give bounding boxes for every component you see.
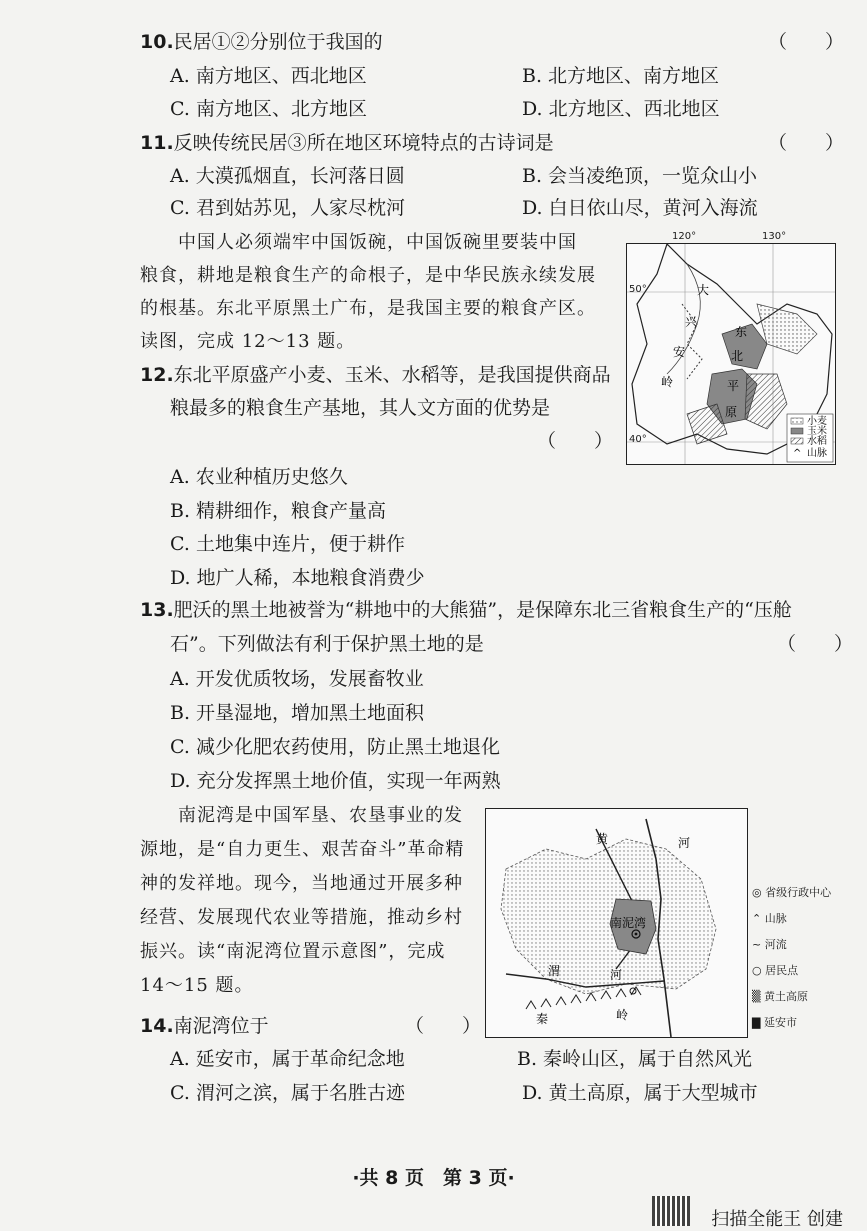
map-label: 渭 [548,964,561,978]
legend-label: 山脉 [807,448,827,459]
option-a: A. 农业种植历史悠久 [170,466,348,488]
lon-label: 130° [762,231,787,242]
map-label: 兴 [685,315,698,329]
nanniwan-map [485,808,748,1038]
option-a: A. 延安市，属于革命纪念地 [170,1048,405,1070]
passage-line: 振兴。读“南泥湾位置示意图”，完成 [140,941,446,962]
river-icon: ~ [752,938,762,951]
scanner-watermark: 扫描全能王 创建 [711,1209,843,1230]
map-label: 南泥湾 [610,916,647,930]
qr-code-icon [652,1196,690,1226]
option-a: A. 大漠孤烟直，长河落日圆 [170,165,405,187]
question-11-stem [140,131,554,155]
mountain-icon: ⌃ [752,912,762,925]
question-text: 东北平原盛产小麦、玉米、水稻等，是我国提供商品 [173,364,611,386]
northeast-map-svg [627,244,835,464]
map-label: 岭 [661,375,674,389]
question-14-stem [140,1014,269,1038]
yanan-swatch: ▇ [752,1016,761,1029]
question-number: 13. [140,599,174,621]
question-text: 肥沃的黑土地被誉为“耕地中的大熊猫”，是保障东北三省粮食生产的“压舱 [173,599,792,621]
passage-line: 中国人必须端牢中国饭碗，中国饭碗里要装中国 [178,232,577,253]
legend-row: ○ 居民点 [752,964,799,977]
question-text: 反映传统民居③所在地区环境特点的古诗词是 [173,132,554,154]
map-label: 秦 [536,1012,549,1026]
map-label: 岭 [616,1008,629,1022]
lon-label [763,244,787,245]
option-b: B. 会当凌绝顶，一览众山小 [522,165,758,187]
lat-label: 50° [629,284,647,295]
lat-label: 40° [629,434,647,445]
legend-row: ▇ 延安市 [752,1016,797,1029]
passage-line: 粮食，耕地是粮食生产的命根子，是中华民族永续发展 [140,265,596,286]
settlement-icon: ○ [752,964,762,977]
option-c: C. 南方地区、北方地区 [170,98,367,120]
option-d: D. 黄土高原，属于大型城市 [522,1082,758,1104]
passage-line: 14～15 题。 [140,975,254,996]
question-13-stem-cont: 石”。下列做法有利于保护黑土地的是 [170,633,484,655]
option-b: B. 开垦湿地，增加黑土地面积 [170,702,425,724]
loess-plateau-swatch: ▒ [752,990,761,1003]
map-label: 黄 [596,832,609,846]
passage-line: 南泥湾是中国军垦、农垦事业的发 [178,805,463,826]
option-b: B. 精耕细作，粮食产量高 [170,500,387,522]
map-label: 平 [727,379,740,393]
option-c: C. 减少化肥农药使用，防止黑土地退化 [170,736,500,758]
legend-row: ~ 河流 [752,938,787,951]
question-number: 10. [140,31,174,53]
question-number: 14. [140,1015,174,1037]
option-b: B. 秦岭山区，属于自然风光 [517,1048,753,1070]
option-d: D. 白日依山尽，黄河入海流 [522,197,758,219]
map-label: 安 [673,345,686,359]
option-c: C. 渭河之滨，属于名胜古迹 [170,1082,405,1104]
option-d: D. 北方地区、西北地区 [522,98,720,120]
answer-paren: （ ） [768,31,845,53]
northeast-plain-map [626,243,836,465]
question-number: 12. [140,364,174,386]
question-12-stem-cont: 粮最多的粮食生产基地，其人文方面的优势是 [170,397,551,419]
question-text: 民居①②分别位于我国的 [173,31,383,53]
legend-row: ▒ 黄土高原 [752,990,808,1003]
legend-label: 小麦 [807,416,827,427]
nanniwan-map-svg [486,809,747,1037]
question-13-stem [140,598,792,622]
map-label: 东 [735,325,748,339]
answer-paren: （ ） [537,430,614,452]
legend-label: 玉米 [807,426,827,437]
map-label: 河 [610,968,623,982]
option-d: D. 充分发挥黑土地价值，实现一年两熟 [170,770,501,792]
passage-line: 读图，完成 12～13 题。 [140,331,356,352]
page-footer: ·共 8 页 第 3 页· [352,1167,515,1189]
question-10-stem [140,30,383,54]
map-label: 大 [697,283,710,297]
answer-paren: （ ） [405,1015,482,1037]
question-text: 南泥湾位于 [173,1015,269,1037]
passage-line: 源地，是“自力更生、艰苦奋斗”革命精 [140,839,465,860]
map-label: 河 [678,836,691,850]
province-center-icon: ◎ [752,886,762,899]
option-c: C. 土地集中连片，便于耕作 [170,533,405,555]
map-label: 北 [731,349,744,363]
mountain-symbol: ^ [793,448,802,459]
passage-line: 神的发祥地。现今，当地通过开展多种 [140,873,463,894]
option-a: A. 开发优质牧场，发展畜牧业 [170,668,424,690]
map-label: 原 [725,405,738,419]
option-d: D. 地广人稀，本地粮食消费少 [170,567,425,589]
option-a: A. 南方地区、西北地区 [170,65,367,87]
lon-label [675,244,699,245]
answer-paren: （ ） [768,132,845,154]
passage-line: 经营、发展现代农业等措施，推动乡村 [140,907,463,928]
nanniwan-legend [752,880,831,1036]
question-12-stem [140,363,611,387]
passage-line: 的根基。东北平原黑土广布，是我国主要的粮食产区。 [140,298,596,319]
legend-row: ⌃ 山脉 [752,912,787,925]
option-c: C. 君到姑苏见，人家尽枕河 [170,197,405,219]
lon-label: 120° [672,231,697,242]
legend-row: ◎ 省级行政中心 [752,886,832,899]
answer-paren: （ ） [777,633,854,655]
question-number: 11. [140,132,174,154]
legend-label: 水稻 [807,436,827,447]
option-b: B. 北方地区、南方地区 [522,65,720,87]
